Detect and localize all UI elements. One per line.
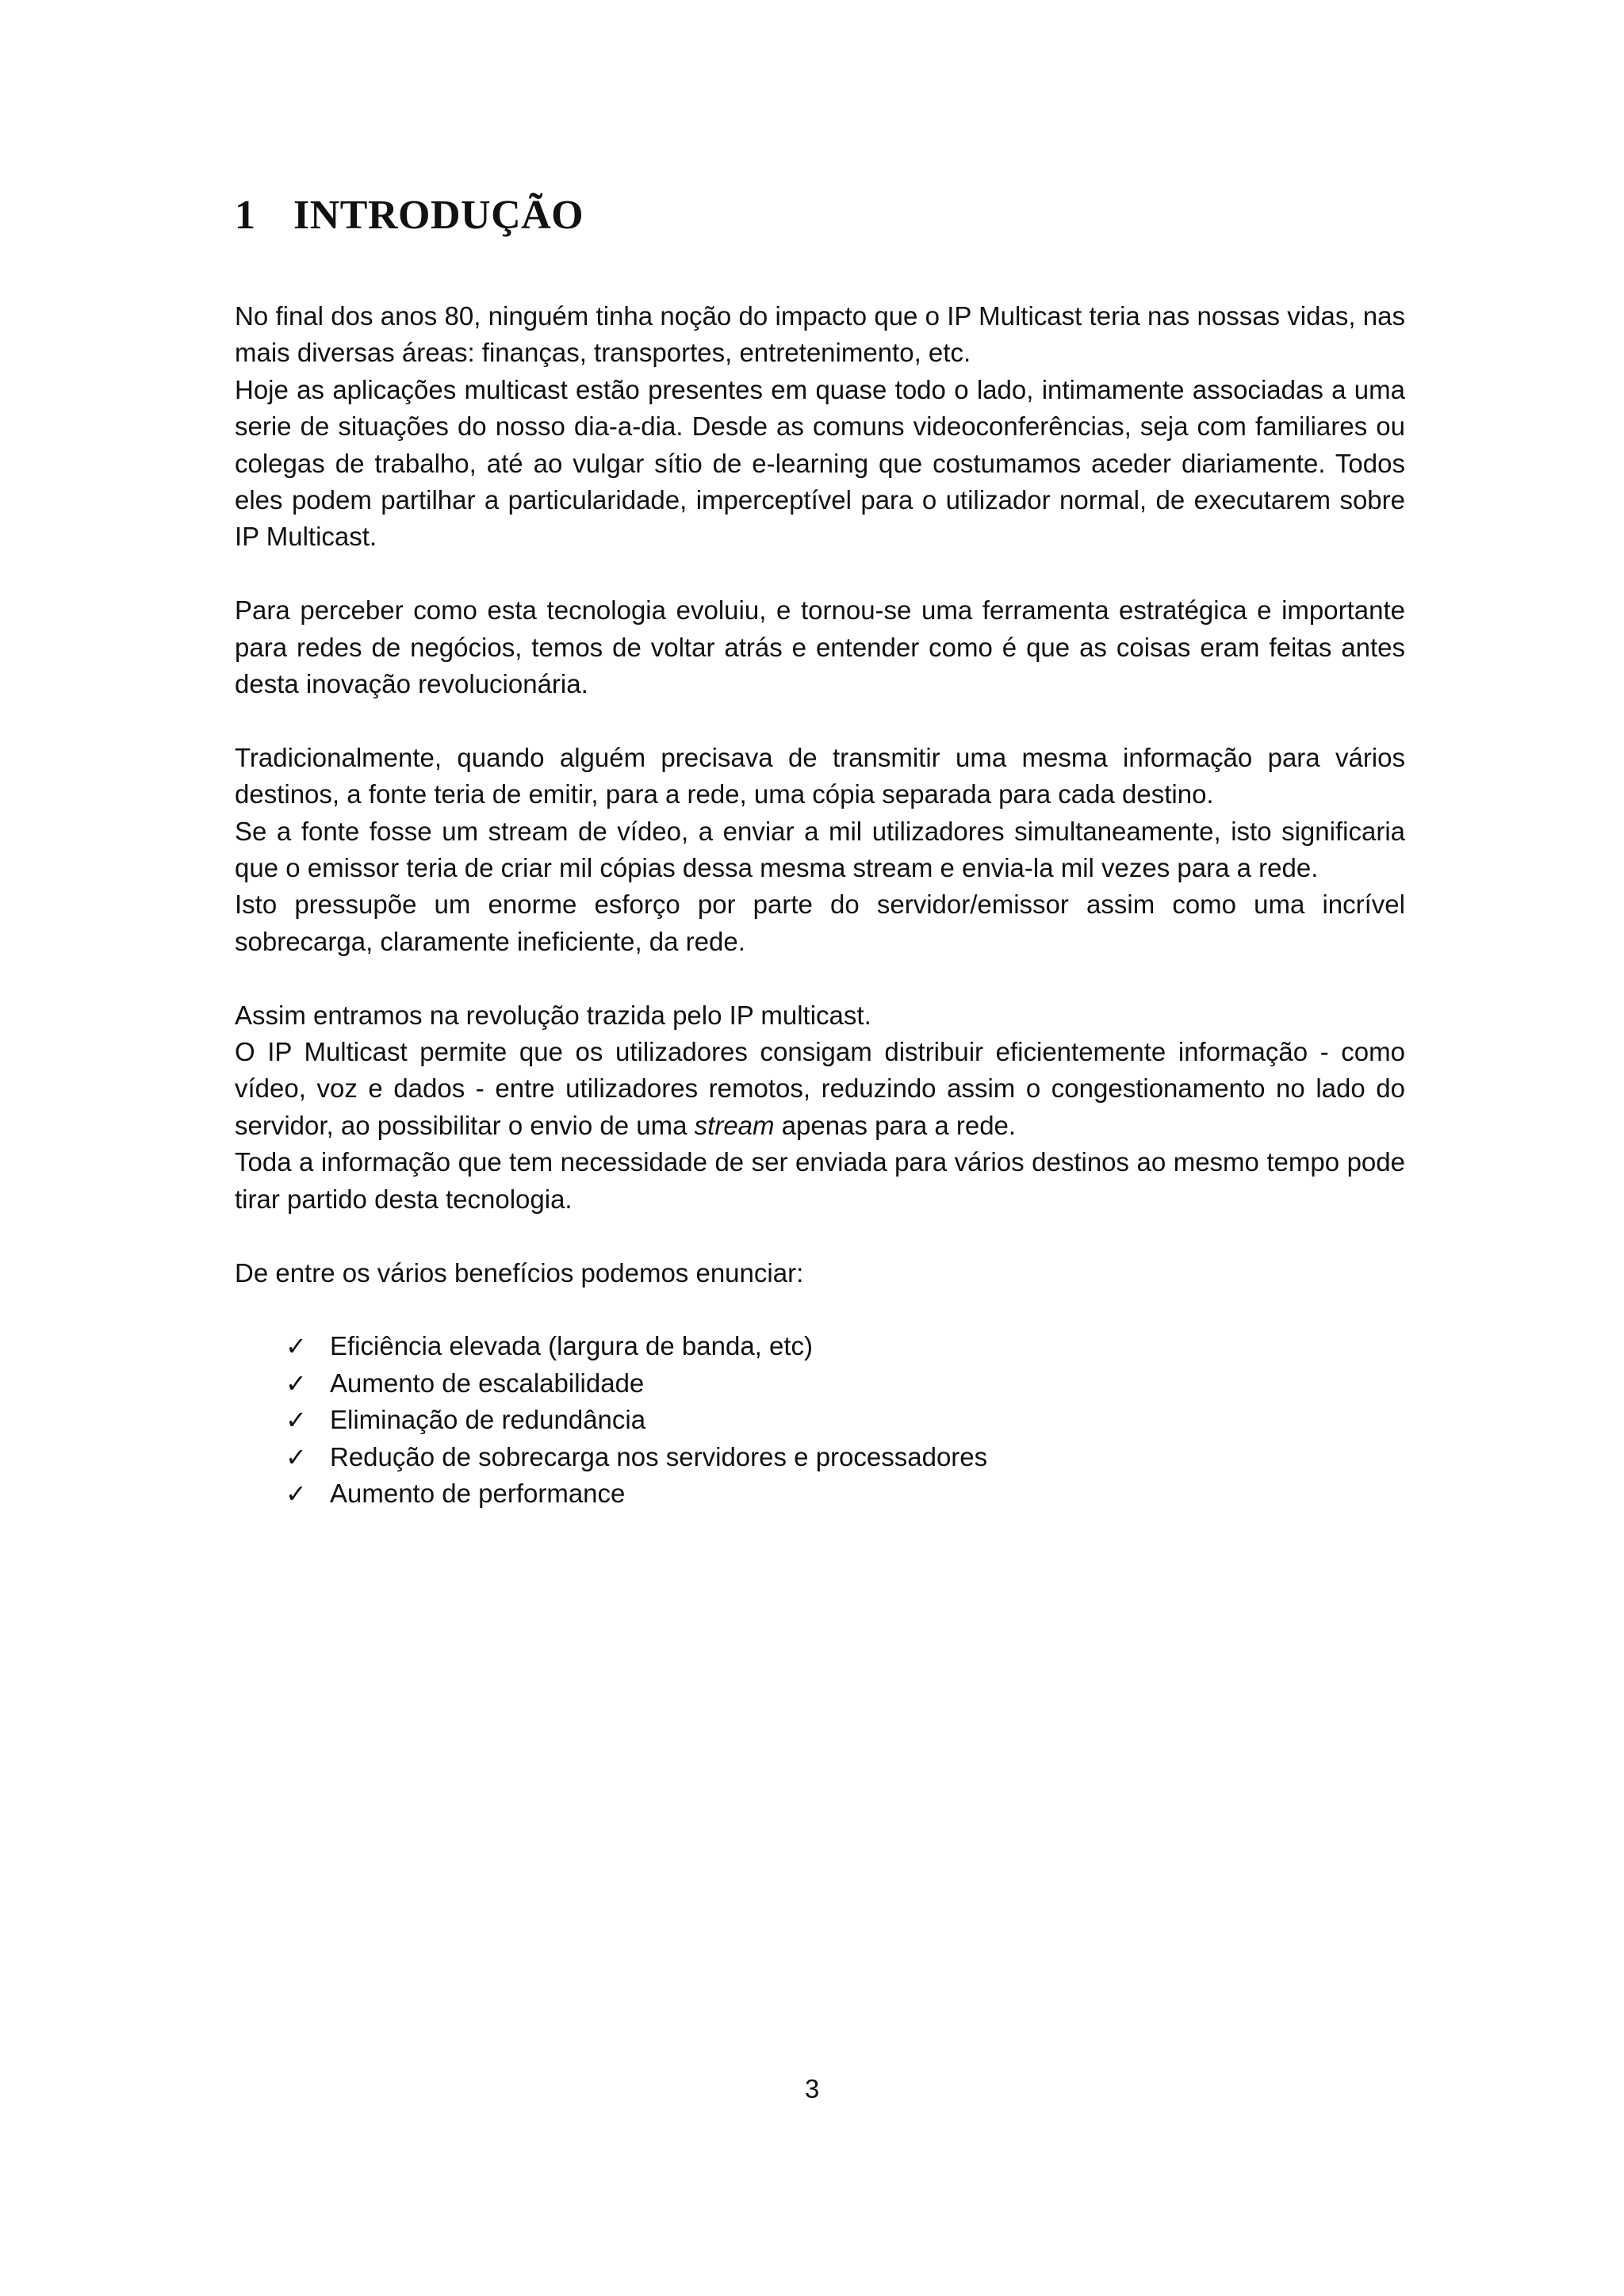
benefits-list [235, 1328, 1405, 1512]
paragraph [235, 1034, 1405, 1144]
list-item [285, 1402, 1405, 1438]
paragraph-spacer [235, 702, 1405, 739]
paragraph-spacer [235, 1218, 1405, 1254]
paragraph-spacer [235, 556, 1405, 592]
list-item-label: Eliminação de redundância [330, 1405, 646, 1435]
checkmark-icon: ✓ [285, 1405, 307, 1436]
checkmark-icon: ✓ [285, 1478, 307, 1509]
list-item-label: Aumento de escalabilidade [330, 1368, 645, 1398]
paragraph-spacer [235, 960, 1405, 997]
paragraph: No final dos anos 80, ninguém tinha noção do impacto que o IP Multicast teria nas nossas vidas, nas mais diversas áreas: finanças, transportes, entretenimento, etc. [235, 301, 1405, 368]
list-item-label: Eficiência elevada (largura de banda, etc) [330, 1331, 814, 1361]
list-item-label: Redução de sobrecarga nos servidores e processadores [330, 1441, 988, 1471]
page-number: 3 [804, 2074, 820, 2103]
paragraph: Toda a informação que tem necessidade de ser enviada para vários destinos ao mesmo tempo pode tirar partido desta tecnologia. [235, 1147, 1405, 1214]
paragraph: Hoje as aplicações multicast estão presentes em quase todo o lado, intimamente associadas a uma serie de situações do nosso dia-a-dia. Desde as comuns videoconferências, seja com familiares ou colegas de trabalho, até ao vulgar sítio de e-learning que costumamos aceder diariamente. Todos eles podem partilhar a particularidade, imperceptível para o utilizador normal, de executarem sobre IP Multicast. [235, 374, 1405, 552]
checkmark-icon: ✓ [285, 1441, 307, 1472]
checkmark-icon: ✓ [285, 1368, 307, 1399]
paragraph-text: O IP Multicast permite que os utilizadores consigam distribuir eficientemente informação - como vídeo, voz e dados - entre utilizadores remotos, reduzindo assim o congestionamento no lado do servidor, ao possibilitar o envio de uma [235, 1037, 1405, 1140]
italic-term: stream [694, 1110, 775, 1140]
list-item [285, 1365, 1405, 1402]
paragraph: Se a fonte fosse um stream de vídeo, a enviar a mil utilizadores simultaneamente, isto significaria que o emissor teria de criar mil cópias dessa mesma stream e envia-la mil vezes para a rede. [235, 816, 1405, 883]
paragraph: Tradicionalmente, quando alguém precisava de transmitir uma mesma informação para vários destinos, a fonte teria de emitir, para a rede, uma cópia separada para cada destino. [235, 742, 1405, 809]
list-item [285, 1328, 1405, 1364]
paragraph: Isto pressupõe um enorme esforço por parte do servidor/emissor assim como uma incrível sobrecarga, claramente ineficiente, da rede. [235, 890, 1405, 956]
section-number: 1 [235, 193, 256, 238]
list-item [285, 1475, 1405, 1512]
body-text [235, 298, 1405, 1512]
paragraph: Para perceber como esta tecnologia evoluiu, e tornou-se uma ferramenta estratégica e importante para redes de negócios, temos de voltar atrás e entender como é que as coisas eram feitas antes desta inovação revolucionária. [235, 595, 1405, 699]
paragraph: De entre os vários benefícios podemos enunciar: [235, 1257, 804, 1288]
list-item [285, 1439, 1405, 1475]
list-item-label: Aumento de performance [330, 1478, 626, 1508]
section-title: INTRODUÇÃO [293, 193, 584, 238]
checkmark-icon: ✓ [285, 1331, 307, 1362]
paragraph: Assim entramos na revolução trazida pelo IP multicast. [235, 1000, 871, 1030]
paragraph-spacer [235, 1292, 1405, 1328]
section-heading [235, 187, 584, 244]
paragraph-text: apenas para a rede. [774, 1110, 1017, 1140]
